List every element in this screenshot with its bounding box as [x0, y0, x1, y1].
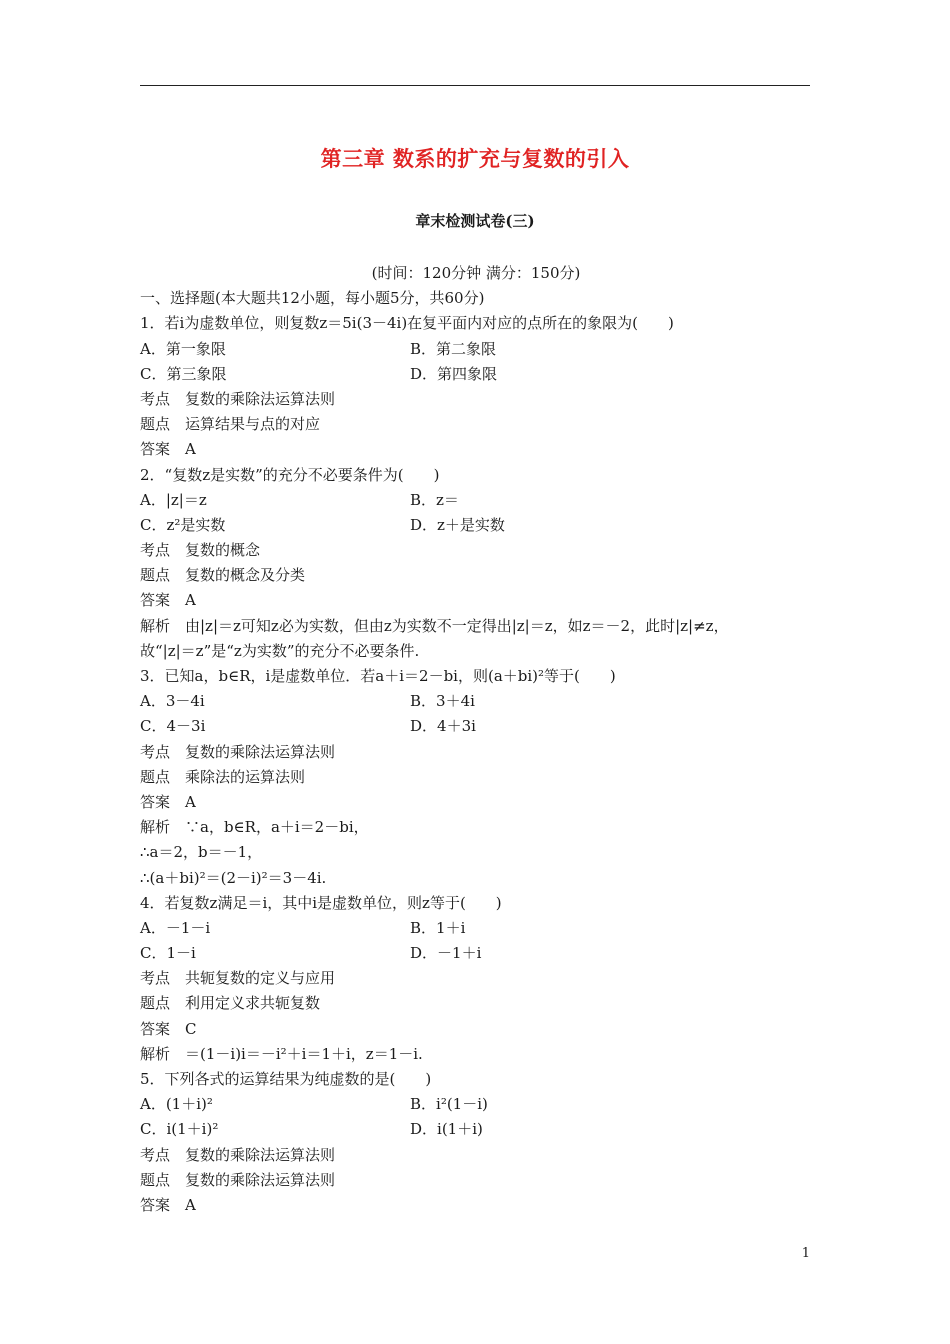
option-row	[140, 488, 812, 513]
answer-line: 答案 C	[140, 1019, 197, 1038]
exam-info: (时间：120分钟 满分：150分)	[371, 264, 581, 282]
analysis-line: 解析 ∵a，b∈R，a＋i＝2－bi，	[140, 818, 369, 837]
tidian-line: 题点 运算结果与点的对应	[140, 415, 321, 434]
option-row	[140, 337, 812, 362]
option-item: C．1－i	[140, 944, 196, 963]
answer-line: 答案 A	[140, 591, 196, 610]
tidian-line: 题点 复数的概念及分类	[140, 566, 306, 585]
section-heading: 一、选择题(本大题共12小题，每小题5分，共60分)	[140, 289, 485, 308]
analysis-line: ∴(a＋bi)²＝(2－i)²＝3－4i.	[140, 868, 327, 887]
option-item: B．1＋i	[410, 918, 466, 937]
question-block	[140, 311, 812, 462]
question-block	[140, 463, 812, 665]
tidian-line: 题点 复数的乘除法运算法则	[140, 1170, 336, 1189]
option-item: D．i(1＋i)	[410, 1120, 483, 1139]
option-item: D．z＋是实数	[410, 515, 505, 534]
kaodian-line: 考点 复数的乘除法运算法则	[140, 1145, 336, 1164]
option-row	[140, 1117, 812, 1142]
page-number: 1	[801, 1246, 810, 1261]
option-item: A．第一象限	[140, 339, 226, 358]
document-body	[140, 261, 812, 1218]
option-item: D．4＋3i	[410, 717, 476, 736]
analysis-line: 故“|z|＝z”是“z为实数”的充分不必要条件.	[140, 641, 420, 660]
analysis-line: 解析 ＝(1－i)i＝－i²＋i＝1＋i，z＝1－i.	[140, 1044, 423, 1063]
kaodian-line: 考点 复数的乘除法运算法则	[140, 389, 336, 408]
question-stem: 1．若i为虚数单位，则复数z＝5i(3－4i)在复平面内对应的点所在的象限为( )	[140, 314, 674, 333]
option-item: A．－1－i	[140, 918, 211, 937]
question-block	[140, 1067, 812, 1218]
option-item: C．z²是实数	[140, 515, 226, 534]
kaodian-line: 考点 共轭复数的定义与应用	[140, 969, 336, 988]
option-row	[140, 689, 812, 714]
option-row	[140, 513, 812, 538]
option-item: A．3－4i	[140, 692, 205, 711]
kaodian-line: 考点 复数的乘除法运算法则	[140, 742, 336, 761]
question-list	[140, 311, 812, 1218]
exam-subtitle: 章末检测试卷(三)	[415, 212, 535, 230]
question-stem: 5．下列各式的运算结果为纯虚数的是( )	[140, 1070, 432, 1088]
option-row	[140, 714, 812, 739]
kaodian-line: 考点 复数的概念	[140, 541, 261, 560]
option-row	[140, 1092, 812, 1117]
option-item: B．第二象限	[410, 339, 497, 358]
option-item: C．4－3i	[140, 717, 206, 736]
chapter-title: 第三章 数系的扩充与复数的引入	[320, 146, 630, 171]
question-block	[140, 664, 812, 891]
question-stem: 3．已知a，b∈R，i是虚数单位．若a＋i＝2－bi，则(a＋bi)²等于( )	[140, 667, 616, 685]
question-stem: 2．“复数z是实数”的充分不必要条件为( )	[140, 465, 440, 484]
option-row	[140, 916, 812, 941]
analysis-line: 解析 由|z|＝z可知z必为实数，但由z为实数不一定得出|z|＝z，如z＝－2，此时|z|≠z，	[140, 616, 729, 635]
answer-line: 答案 A	[140, 1195, 196, 1214]
option-item: B．i²(1－i)	[410, 1095, 488, 1114]
answer-line: 答案 A	[140, 440, 196, 459]
tidian-line: 题点 利用定义求共轭复数	[140, 994, 321, 1013]
option-item: B．z＝	[410, 490, 459, 509]
question-stem: 4．若复数z满足＝i，其中i是虚数单位，则z等于( )	[140, 893, 502, 912]
option-item: C．i(1＋i)²	[140, 1120, 219, 1139]
option-item: B．3＋4i	[410, 692, 475, 711]
question-block	[140, 891, 812, 1067]
analysis-line: ∴a＝2，b＝－1，	[140, 843, 263, 862]
option-row	[140, 362, 812, 387]
header-rule	[140, 85, 810, 86]
option-row	[140, 941, 812, 966]
option-item: A．|z|＝z	[140, 490, 207, 509]
tidian-line: 题点 乘除法的运算法则	[140, 767, 306, 786]
option-item: D．第四象限	[410, 364, 498, 383]
option-item: A．(1＋i)²	[140, 1095, 213, 1114]
answer-line: 答案 A	[140, 792, 196, 811]
option-item: D．－1＋i	[410, 944, 482, 963]
option-item: C．第三象限	[140, 364, 227, 383]
